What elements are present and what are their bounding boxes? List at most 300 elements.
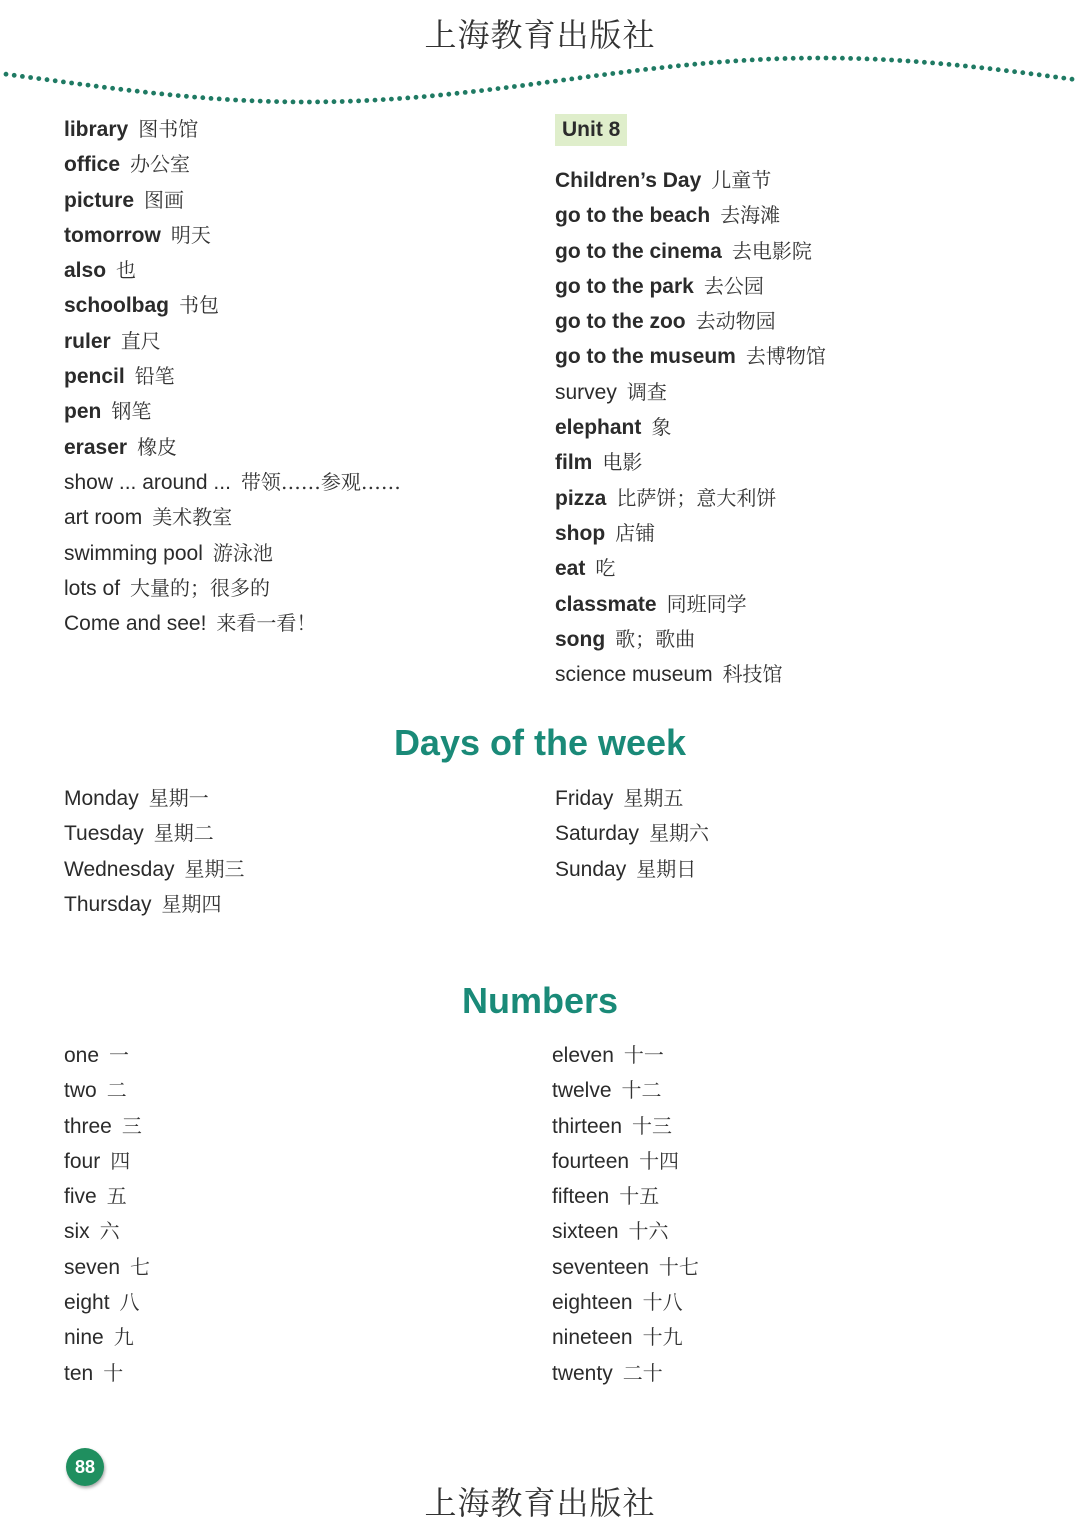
wave-dot bbox=[889, 58, 894, 63]
wave-dot bbox=[258, 99, 263, 104]
publisher-footer: 上海教育出版社 bbox=[424, 1484, 656, 1522]
chinese-translation: 调查 bbox=[626, 379, 667, 404]
vocab-entry bbox=[64, 1356, 150, 1391]
chinese-translation: 也 bbox=[116, 258, 137, 283]
vocab-entry bbox=[64, 288, 401, 323]
wave-dot bbox=[250, 98, 255, 103]
wave-dot bbox=[569, 77, 574, 82]
wave-dot bbox=[848, 56, 853, 61]
english-word: Friday bbox=[555, 787, 614, 810]
english-word: library bbox=[64, 118, 129, 141]
english-word: go to the beach bbox=[555, 204, 711, 228]
chinese-translation: 二十 bbox=[622, 1360, 663, 1385]
english-word: lots of bbox=[64, 576, 121, 600]
wave-dot bbox=[971, 65, 976, 70]
wave-dot bbox=[963, 64, 968, 69]
chinese-translation: 钢笔 bbox=[111, 399, 152, 424]
wave-dot bbox=[545, 80, 550, 85]
chinese-translation: 十六 bbox=[628, 1219, 669, 1244]
wave-dot bbox=[996, 67, 1001, 72]
vocab-entry bbox=[64, 1179, 150, 1214]
wave-dot bbox=[446, 92, 451, 97]
wave-dot bbox=[865, 57, 870, 62]
chinese-translation: 直尺 bbox=[120, 328, 161, 353]
vocab-entry bbox=[555, 445, 826, 480]
wave-dot bbox=[274, 99, 279, 104]
vocab-entry bbox=[64, 1250, 150, 1285]
wave-dot bbox=[553, 79, 558, 84]
wave-dot bbox=[701, 61, 706, 66]
chinese-translation: 铅笔 bbox=[134, 364, 175, 389]
wave-dot bbox=[692, 62, 697, 67]
wave-dot bbox=[619, 70, 624, 75]
chinese-translation: 十七 bbox=[658, 1254, 699, 1279]
vocab-entry bbox=[555, 339, 826, 374]
english-word: three bbox=[64, 1114, 112, 1138]
wave-dot bbox=[77, 82, 82, 87]
wave-dot bbox=[881, 57, 886, 62]
chinese-translation: 星期五 bbox=[623, 786, 684, 810]
numbers-list-right bbox=[552, 1038, 699, 1391]
wave-dot bbox=[496, 86, 501, 91]
chinese-translation: 三 bbox=[121, 1113, 142, 1138]
vocab-entry bbox=[555, 587, 826, 622]
vocab-entry bbox=[64, 359, 401, 394]
wave-dot bbox=[1070, 77, 1075, 82]
english-word: tomorrow bbox=[64, 223, 161, 247]
chinese-translation: 游泳池 bbox=[212, 540, 273, 565]
english-word: Monday bbox=[64, 787, 139, 810]
english-word: two bbox=[64, 1079, 97, 1103]
wave-dot bbox=[676, 63, 681, 68]
english-word: six bbox=[64, 1220, 90, 1244]
wave-dot bbox=[758, 57, 763, 62]
wave-dot bbox=[168, 92, 173, 97]
english-word: Wednesday bbox=[64, 857, 175, 881]
wave-dot bbox=[799, 56, 804, 61]
english-word: pizza bbox=[555, 486, 607, 510]
days-list-right bbox=[555, 781, 709, 887]
vocab-entry bbox=[555, 269, 826, 304]
vocab-entry bbox=[555, 551, 826, 586]
vocab-entry bbox=[64, 183, 401, 218]
wave-dot bbox=[561, 78, 566, 83]
chinese-translation: 十五 bbox=[619, 1184, 660, 1209]
chinese-translation: 去公园 bbox=[703, 273, 764, 298]
vocab-entry bbox=[555, 163, 826, 198]
chinese-translation: 图书馆 bbox=[138, 117, 199, 141]
vocab-entry bbox=[64, 147, 401, 182]
chinese-translation: 七 bbox=[130, 1254, 151, 1279]
vocab-entry bbox=[555, 234, 826, 269]
wave-dot bbox=[856, 56, 861, 61]
wave-dot bbox=[635, 68, 640, 73]
english-word: classmate bbox=[555, 592, 657, 616]
wave-dot bbox=[348, 99, 353, 104]
wave-dot bbox=[783, 56, 788, 61]
vocab-entry bbox=[552, 1356, 699, 1391]
wave-dot bbox=[922, 60, 927, 65]
english-word: Come and see! bbox=[64, 612, 207, 636]
chinese-translation: 星期三 bbox=[184, 856, 245, 881]
english-word: schoolbag bbox=[64, 294, 170, 318]
chinese-translation: 图画 bbox=[144, 187, 185, 212]
wave-dot bbox=[627, 69, 632, 74]
wave-dot bbox=[815, 56, 820, 61]
vocab-entry bbox=[552, 1109, 699, 1144]
vocab-entry bbox=[64, 1214, 150, 1249]
english-word: thirteen bbox=[552, 1114, 623, 1138]
vocab-entry bbox=[64, 1109, 150, 1144]
wave-dot bbox=[45, 77, 50, 82]
wave-dot bbox=[315, 100, 320, 105]
wave-dot bbox=[1061, 76, 1066, 81]
wave-dot bbox=[127, 88, 132, 93]
english-word: Thursday bbox=[64, 892, 152, 916]
wave-dot bbox=[1045, 74, 1050, 79]
wave-dot bbox=[53, 78, 58, 83]
wave-dot bbox=[938, 61, 943, 66]
english-word: sixteen bbox=[552, 1220, 619, 1244]
wave-dot bbox=[118, 87, 123, 92]
wave-dot bbox=[200, 95, 205, 100]
vocab-entry bbox=[64, 394, 401, 429]
wave-dot bbox=[299, 100, 304, 105]
english-word: eight bbox=[64, 1291, 110, 1315]
chinese-translation: 九 bbox=[113, 1325, 134, 1350]
vocab-entry bbox=[64, 816, 245, 851]
wave-dot bbox=[471, 89, 476, 94]
english-word: show ... around ... bbox=[64, 470, 231, 494]
chinese-translation: 带领……参观…… bbox=[240, 469, 401, 494]
english-word: seven bbox=[64, 1255, 121, 1279]
english-word: science museum bbox=[555, 663, 713, 687]
chinese-translation: 橡皮 bbox=[137, 434, 178, 459]
vocab-entry bbox=[555, 657, 826, 692]
english-word: five bbox=[64, 1185, 97, 1209]
chinese-translation: 十 bbox=[103, 1360, 124, 1385]
chinese-translation: 十一 bbox=[623, 1043, 664, 1067]
chinese-translation: 四 bbox=[110, 1148, 131, 1173]
wave-dot bbox=[414, 95, 419, 100]
wave-dot bbox=[159, 92, 164, 97]
chinese-translation: 书包 bbox=[179, 293, 220, 318]
wave-dot bbox=[102, 85, 107, 90]
vocab-list-unit8 bbox=[555, 163, 826, 692]
vocab-entry bbox=[64, 606, 401, 641]
english-word: ruler bbox=[64, 329, 111, 353]
wave-dot bbox=[479, 88, 484, 93]
wave-dot bbox=[225, 97, 230, 102]
english-word: picture bbox=[64, 188, 135, 212]
english-word: also bbox=[64, 259, 107, 283]
publisher-header: 上海教育出版社 bbox=[424, 16, 656, 54]
wave-dot bbox=[12, 73, 17, 78]
wave-dot bbox=[709, 60, 714, 65]
chinese-translation: 科技馆 bbox=[722, 662, 783, 687]
wave-dot bbox=[463, 90, 468, 95]
wave-dot bbox=[487, 87, 492, 92]
english-word: pencil bbox=[64, 365, 125, 389]
wave-dot bbox=[766, 57, 771, 62]
english-word: nine bbox=[64, 1326, 104, 1350]
wave-dot bbox=[1053, 75, 1058, 80]
wave-dot bbox=[209, 96, 214, 101]
wave-dot bbox=[930, 61, 935, 66]
english-word: Children’s Day bbox=[555, 169, 702, 192]
english-word: go to the park bbox=[555, 274, 694, 298]
chinese-translation: 电影 bbox=[602, 450, 643, 475]
wave-dot bbox=[914, 59, 919, 64]
wave-dot bbox=[1004, 68, 1009, 73]
days-list-left bbox=[64, 781, 245, 922]
wave-dot bbox=[86, 83, 91, 88]
wave-dot bbox=[241, 98, 246, 103]
wave-dot bbox=[364, 98, 369, 103]
chinese-translation: 十三 bbox=[632, 1113, 673, 1138]
vocab-entry bbox=[552, 1214, 699, 1249]
vocab-entry bbox=[555, 516, 826, 551]
vocab-entry bbox=[64, 571, 401, 606]
vocab-entry bbox=[64, 852, 245, 887]
wave-dot bbox=[217, 97, 222, 102]
wave-dot bbox=[717, 60, 722, 65]
vocab-entry bbox=[64, 465, 401, 500]
wave-dot bbox=[430, 93, 435, 98]
vocab-entry bbox=[64, 781, 245, 816]
chinese-translation: 五 bbox=[106, 1184, 127, 1209]
english-word: fifteen bbox=[552, 1185, 610, 1209]
english-word: go to the museum bbox=[555, 345, 736, 369]
wave-dot bbox=[233, 98, 238, 103]
chinese-translation: 十四 bbox=[639, 1148, 680, 1173]
chinese-translation: 星期四 bbox=[161, 891, 222, 916]
vocab-entry bbox=[555, 781, 709, 816]
chinese-translation: 去电影院 bbox=[731, 238, 812, 263]
wave-dot bbox=[192, 95, 197, 100]
wave-dot bbox=[742, 58, 747, 63]
vocab-entry bbox=[64, 887, 245, 922]
wave-dot bbox=[947, 62, 952, 67]
wave-dot bbox=[750, 58, 755, 63]
english-word: eleven bbox=[552, 1044, 614, 1067]
chinese-translation: 六 bbox=[99, 1219, 120, 1244]
wave-dot bbox=[110, 86, 115, 91]
wave-dot bbox=[135, 89, 140, 94]
page-number-badge: 88 bbox=[66, 1448, 104, 1486]
wave-dot bbox=[643, 67, 648, 72]
numbers-title: Numbers bbox=[461, 980, 619, 1021]
english-word: song bbox=[555, 627, 606, 651]
vocab-entry bbox=[555, 375, 826, 410]
vocab-entry bbox=[552, 1285, 699, 1320]
wave-dot bbox=[282, 99, 287, 104]
vocab-entry bbox=[64, 1038, 150, 1073]
english-word: film bbox=[555, 451, 593, 475]
english-word: elephant bbox=[555, 416, 642, 440]
english-word: pen bbox=[64, 400, 102, 424]
wave-dot bbox=[807, 56, 812, 61]
chinese-translation: 店铺 bbox=[615, 520, 656, 545]
wave-dot bbox=[520, 83, 525, 88]
vocab-entry bbox=[64, 253, 401, 288]
wave-dot bbox=[176, 93, 181, 98]
wave-dot bbox=[873, 57, 878, 62]
vocab-entry bbox=[64, 430, 401, 465]
wave-dot bbox=[266, 99, 271, 104]
english-word: fourteen bbox=[552, 1149, 630, 1173]
english-word: eat bbox=[555, 557, 586, 581]
wave-dot bbox=[955, 63, 960, 68]
wave-dot bbox=[651, 66, 656, 71]
chinese-translation: 美术教室 bbox=[152, 505, 233, 530]
wave-dot bbox=[455, 91, 460, 96]
chinese-translation: 歌；歌曲 bbox=[615, 626, 696, 651]
wave-dot bbox=[1020, 70, 1025, 75]
chinese-translation: 星期二 bbox=[153, 821, 214, 846]
vocab-entry bbox=[64, 112, 401, 147]
vocab-entry bbox=[64, 1144, 150, 1179]
vocab-entry bbox=[64, 324, 401, 359]
vocab-entry bbox=[64, 1073, 150, 1108]
english-word: Saturday bbox=[555, 822, 640, 846]
wave-dot bbox=[151, 91, 156, 96]
wave-dot bbox=[840, 56, 845, 61]
english-word: swimming pool bbox=[64, 541, 203, 565]
vocab-entry bbox=[552, 1038, 699, 1073]
english-word: go to the zoo bbox=[555, 310, 686, 334]
wave-dot bbox=[332, 99, 337, 104]
wave-dot bbox=[323, 99, 328, 104]
wave-dot bbox=[537, 81, 542, 86]
wave-dot bbox=[791, 56, 796, 61]
vocab-entry bbox=[555, 816, 709, 851]
chinese-translation: 十二 bbox=[621, 1078, 662, 1103]
wave-dot bbox=[397, 96, 402, 101]
wave-dot bbox=[143, 90, 148, 95]
wave-dot bbox=[438, 93, 443, 98]
chinese-translation: 去动物园 bbox=[695, 309, 776, 334]
vocab-entry bbox=[555, 622, 826, 657]
chinese-translation: 去博物馆 bbox=[745, 344, 826, 369]
english-word: Tuesday bbox=[64, 822, 144, 846]
chinese-translation: 办公室 bbox=[130, 152, 191, 177]
english-word: eraser bbox=[64, 435, 128, 459]
wave-dot bbox=[340, 99, 345, 104]
english-word: survey bbox=[555, 380, 617, 404]
english-word: seventeen bbox=[552, 1255, 649, 1279]
vocab-entry bbox=[552, 1250, 699, 1285]
english-word: twelve bbox=[552, 1079, 612, 1103]
unit-8-label: Unit 8 bbox=[555, 114, 627, 146]
wave-dot bbox=[602, 72, 607, 77]
dotted-wave-divider bbox=[0, 44, 1080, 114]
english-word: go to the cinema bbox=[555, 239, 722, 263]
wave-dot bbox=[373, 98, 378, 103]
vocab-entry bbox=[555, 852, 709, 887]
wave-dot bbox=[389, 97, 394, 102]
wave-dot bbox=[94, 84, 99, 89]
wave-dot bbox=[684, 63, 689, 68]
vocab-entry bbox=[64, 500, 401, 535]
wave-dot bbox=[28, 75, 33, 80]
wave-dot bbox=[594, 73, 599, 78]
wave-dot bbox=[381, 97, 386, 102]
vocab-entry bbox=[552, 1179, 699, 1214]
wave-dot bbox=[660, 65, 665, 70]
wave-dot bbox=[733, 59, 738, 64]
english-word: four bbox=[64, 1149, 101, 1173]
wave-dot bbox=[36, 76, 41, 81]
english-word: art room bbox=[64, 506, 143, 530]
wave-dot bbox=[1037, 72, 1042, 77]
vocab-entry bbox=[64, 218, 401, 253]
wave-dot bbox=[906, 59, 911, 64]
wave-dot bbox=[4, 72, 9, 77]
wave-dot bbox=[586, 74, 591, 79]
chinese-translation: 同班同学 bbox=[666, 591, 747, 616]
english-word: shop bbox=[555, 521, 606, 545]
days-of-week-title: Days of the week bbox=[393, 722, 687, 763]
chinese-translation: 十九 bbox=[642, 1325, 683, 1350]
english-word: Sunday bbox=[555, 857, 627, 881]
chinese-translation: 来看一看！ bbox=[216, 611, 317, 636]
english-word: eighteen bbox=[552, 1291, 633, 1315]
numbers-list-left bbox=[64, 1038, 150, 1391]
chinese-translation: 吃 bbox=[595, 556, 616, 581]
wave-dot bbox=[528, 82, 533, 87]
english-word: ten bbox=[64, 1361, 94, 1385]
wave-dot bbox=[356, 99, 361, 104]
english-word: office bbox=[64, 153, 121, 177]
chinese-translation: 比萨饼；意大利饼 bbox=[616, 485, 777, 510]
chinese-translation: 一 bbox=[109, 1043, 130, 1067]
wave-dot bbox=[1029, 71, 1034, 76]
wave-dot bbox=[291, 100, 296, 105]
chinese-translation: 去海滩 bbox=[720, 203, 781, 228]
wave-dot bbox=[422, 94, 427, 99]
vocab-entry bbox=[555, 481, 826, 516]
chinese-translation: 明天 bbox=[170, 222, 211, 247]
wave-dot bbox=[307, 100, 312, 105]
chinese-translation: 星期日 bbox=[636, 856, 697, 881]
wave-dot bbox=[578, 75, 583, 80]
chinese-translation: 儿童节 bbox=[711, 168, 772, 192]
english-word: one bbox=[64, 1044, 100, 1067]
wave-dot bbox=[832, 56, 837, 61]
wave-dot bbox=[610, 71, 615, 76]
wave-dot bbox=[988, 66, 993, 71]
vocab-entry bbox=[555, 410, 826, 445]
wave-dot bbox=[61, 80, 66, 85]
wave-dot bbox=[774, 56, 779, 61]
wave-dot bbox=[897, 58, 902, 63]
english-word: nineteen bbox=[552, 1326, 633, 1350]
vocab-entry bbox=[64, 1320, 150, 1355]
wave-dot bbox=[184, 94, 189, 99]
wave-dot bbox=[824, 56, 829, 61]
chinese-translation: 象 bbox=[651, 415, 672, 440]
vocab-entry bbox=[555, 304, 826, 339]
wave-dot bbox=[20, 74, 25, 79]
wave-dot bbox=[512, 84, 517, 89]
chinese-translation: 大量的；很多的 bbox=[130, 575, 271, 600]
vocab-entry bbox=[552, 1320, 699, 1355]
wave-dot bbox=[979, 65, 984, 70]
chinese-translation: 二 bbox=[106, 1078, 127, 1103]
wave-dot bbox=[504, 85, 509, 90]
chinese-translation: 星期一 bbox=[148, 786, 209, 810]
